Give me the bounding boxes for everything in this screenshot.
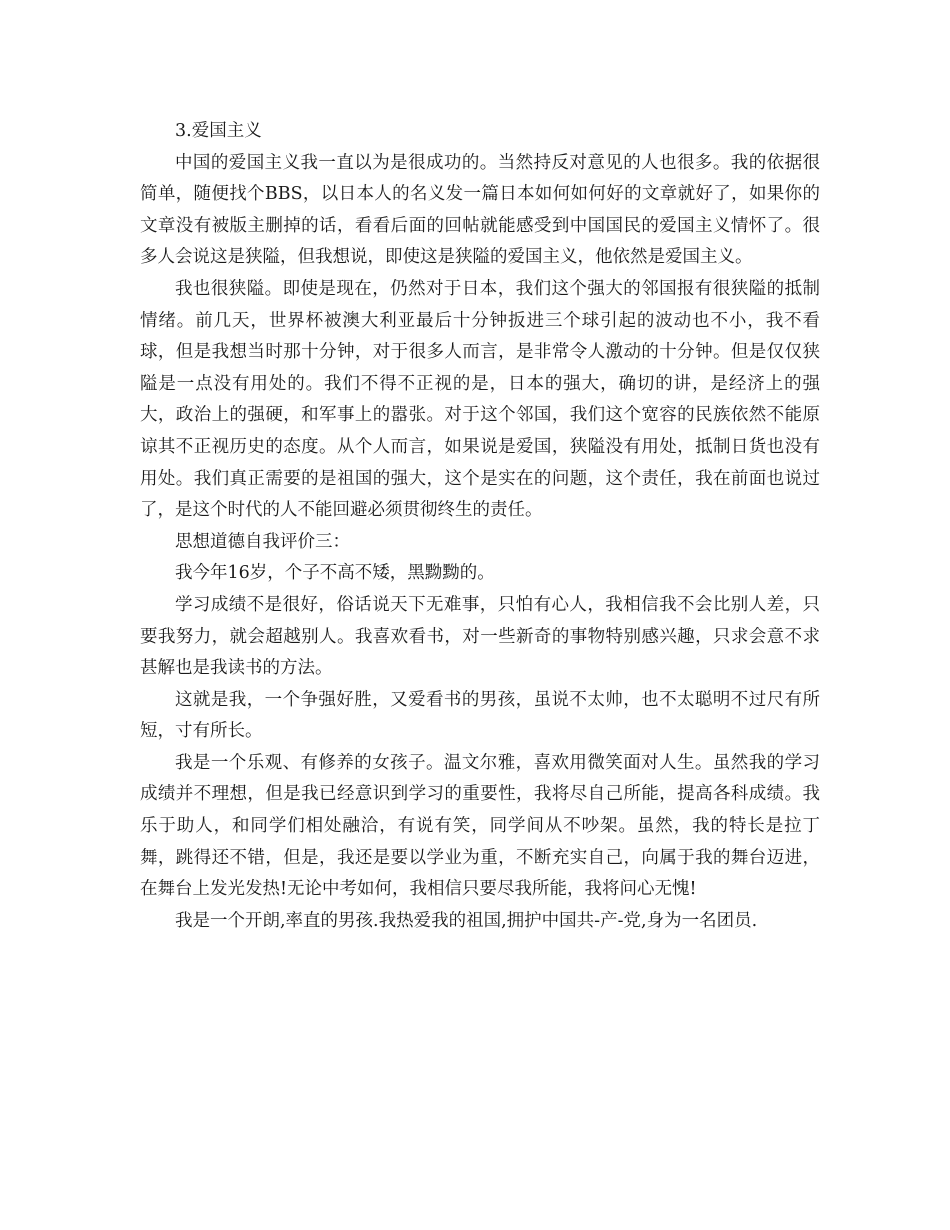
document-body: [140, 116, 820, 937]
paragraph-patriotism-intro: 中国的爱国主义我一直以为是很成功的。当然持反对意见的人也很多。我的依据很简单，随便找个BBS，以日本人的名义发一篇日本如何如何好的文章就好了，如果你的文章没有被版主删掉的话，看看后面的回帖就能感受到中国国民的爱国主义情怀了。很多人会说这是狭隘，但我想说，即使这是狭隘的爱国主义，他依然是爱国主义。: [140, 152, 820, 268]
paragraph-optimistic-girl: 我是一个乐观、有修养的女孩子。温文尔雅，喜欢用微笑面对人生。虽然我的学习成绩并不理想，但是我已经意识到学习的重要性，我将尽自己所能，提高各科成绩。我乐于助人，和同学们相处融洽，有说有笑，同学间从不吵架。虽然，我的特长是拉丁舞，跳得还不错，但是，我还是要以学业为重，不断充实自己，向属于我的舞台迈进，在舞台上发光发热!无论中考如何，我相信只要尽我所能，我将问心无愧!: [140, 752, 820, 900]
section-heading-self-evaluation-3: 思想道德自我评价三：: [175, 531, 350, 552]
paragraph-study: 学习成绩不是很好，俗话说天下无难事，只怕有心人，我相信我不会比别人差，只要我努力，就会超越别人。我喜欢看书，对一些新奇的事物特别感兴趣，只求会意不求甚解也是我读书的方法。: [140, 594, 820, 679]
section-heading-patriotism: 3.爱国主义: [175, 121, 262, 141]
paragraph-this-is-me: 这就是我，一个争强好胜，又爱看书的男孩，虽说不太帅，也不太聪明不过尺有所短，寸有所长。: [140, 689, 820, 742]
paragraph-age: 我今年16岁，个子不高不矮，黑黝黝的。: [175, 563, 495, 584]
paragraph-narrowness: 我也很狭隘。即使是现在，仍然对于日本，我们这个强大的邻国报有很狭隘的抵制情绪。前几天，世界杯被澳大利亚最后十分钟扳进三个球引起的波动也不小，我不看球，但是我想当时那十分钟，对于很多人而言，是非常令人激动的十分钟。但是仅仅狭隘是一点没有用处的。我们不得不正视的是，日本的强大，确切的讲，是经济上的强大，政治上的强硬，和军事上的嚣张。对于这个邻国，我们这个宽容的民族依然不能原谅其不正视历史的态度。从个人而言，如果说是爱国，狭隘没有用处，抵制日货也没有用处。我们真正需要的是祖国的强大，这个是实在的问题，这个责任，我在前面也说过了，是这个时代的人不能回避必须贯彻终生的责任。: [140, 278, 820, 521]
paragraph-cheerful-boy: 我是一个开朗,率直的男孩.我热爱我的祖国,拥护中国共-产-党,身为一名团员.: [175, 910, 758, 931]
